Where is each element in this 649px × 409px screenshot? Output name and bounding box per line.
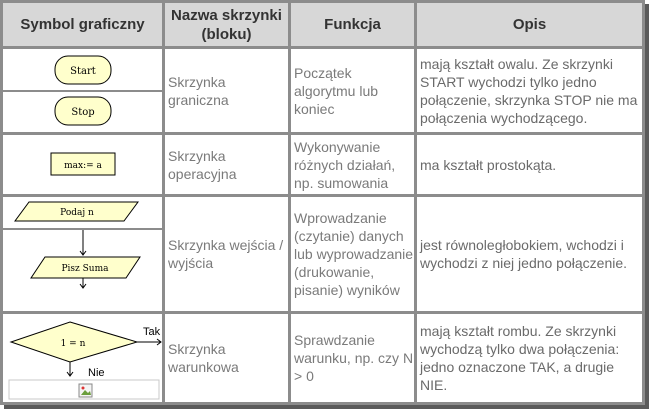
row4-name: Skrzynka warunkowa xyxy=(165,314,288,402)
symbol-input xyxy=(3,197,162,228)
symbol-operation xyxy=(3,135,162,194)
row2-function: Wykonywanie różnych działań, np. sumowania xyxy=(291,135,414,194)
row4-function: Sprawdzanie warunku, np. czy N > 0 xyxy=(291,314,414,402)
row1-function: Początek algorytmu lub koniec xyxy=(291,49,414,132)
no-label: Nie xyxy=(88,367,105,379)
row3-function: Wprowadzanie (czytanie) danych lub wyprowadzanie (drukowanie, pisanie) wyników xyxy=(291,197,414,311)
table-shadow-bottom xyxy=(4,405,649,409)
header-symbol: Symbol graficzny xyxy=(3,3,162,46)
symbol-start xyxy=(3,49,162,90)
symbol-decision xyxy=(3,314,162,402)
yes-label: Tak xyxy=(143,326,161,338)
header-function: Funkcja xyxy=(291,3,414,46)
decision-label: 1 = n xyxy=(60,339,86,349)
header-name: Nazwa skrzynki (bloku) xyxy=(165,3,288,46)
operation-label: max:= a xyxy=(64,161,102,171)
output-label: Pisz Suma xyxy=(61,264,109,274)
decision-diamond-icon xyxy=(3,314,162,402)
operation-rect-icon xyxy=(3,135,162,194)
broken-image-icon xyxy=(79,384,92,397)
input-label: Podaj n xyxy=(60,208,94,218)
stop-label: Stop xyxy=(71,107,95,118)
symbol-output xyxy=(3,230,162,311)
row1-description: mają kształt owalu. Ze skrzynki START wychodzi tylko jedno połączenie, skrzynka STOP nie ma połączenia wychodzącego. xyxy=(417,49,642,132)
header-description: Opis xyxy=(417,3,642,46)
table-shadow-right xyxy=(645,4,649,409)
input-parallelogram-icon xyxy=(3,197,162,228)
row3-name: Skrzynka wejścia / wyjścia xyxy=(165,197,288,311)
row2-description: ma kształt prostokąta. xyxy=(417,135,642,194)
row2-name: Skrzynka operacyjna xyxy=(165,135,288,194)
row3-description: jest równoległobokiem, wchodzi i wychodzi z niej jedno połączenie. xyxy=(417,197,642,311)
stop-oval-icon xyxy=(3,92,162,132)
row4-description: mają kształt rombu. Ze skrzynki wychodzą tylko dwa połączenia: jedno oznaczone TAK, a drugie NIE. xyxy=(417,314,642,402)
symbol-stop xyxy=(3,92,162,132)
start-oval-icon xyxy=(3,49,162,90)
row1-name: Skrzynka graniczna xyxy=(165,49,288,132)
start-label: Start xyxy=(70,66,96,77)
output-parallelogram-icon xyxy=(3,230,162,311)
